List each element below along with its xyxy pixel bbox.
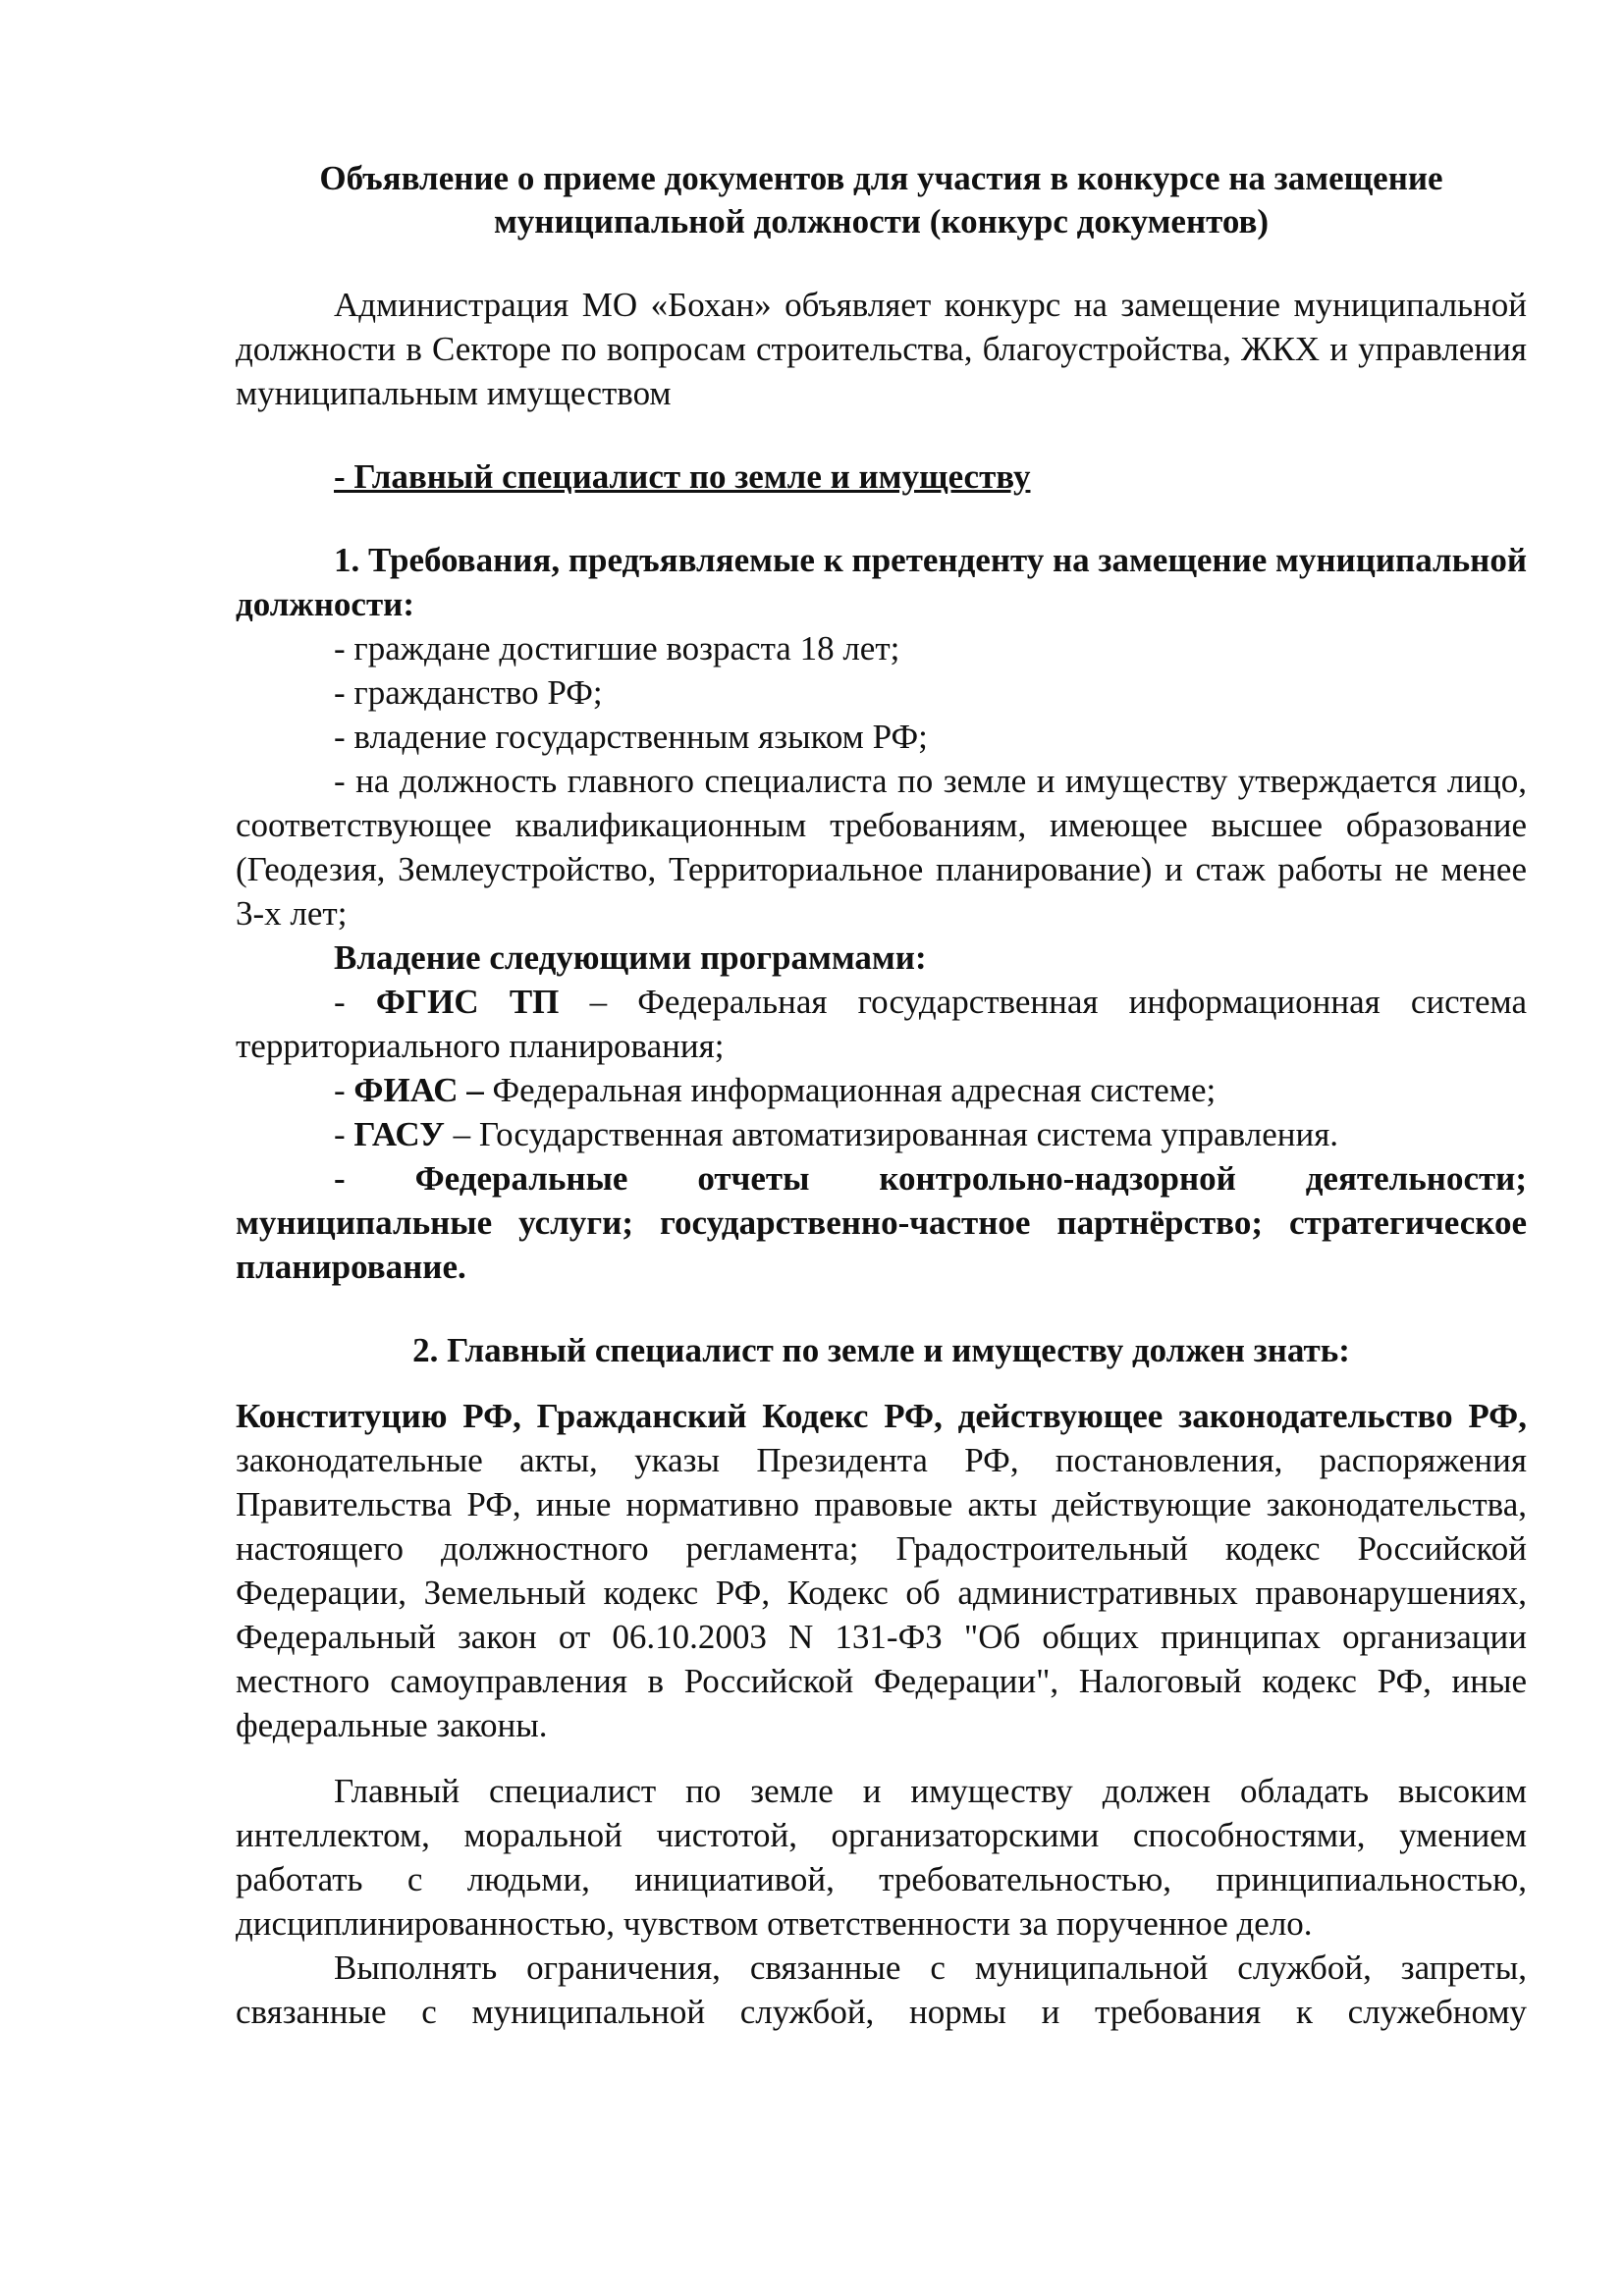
restrictions-paragraph: Выполнять ограничения, связанные с муниципальной службой, запреты, связанные с муниципальной службой, нормы и требования к служебному (236, 1949, 1527, 2031)
program-name: ФИАС – (353, 1071, 484, 1109)
qualities-paragraph: Главный специалист по земле и имуществу должен обладать высоким интеллектом, моральной чистотой, организаторскими способностями, умением работать с людьми, инициативой, требовательностью, принципиальностью, дисциплинированностью, чувством ответственности за порученное дело. (236, 1772, 1527, 1943)
program-prefix: - (334, 983, 376, 1021)
program-description: Федеральная информационная адресная системе; (483, 1071, 1217, 1109)
requirement-item: - владение государственным языком РФ; (334, 718, 928, 756)
requirement-item: - гражданство РФ; (334, 673, 603, 712)
program-description: – Государственная автоматизированная система управления. (444, 1115, 1339, 1153)
section1-heading: 1. Требования, предъявляемые к претенденту на замещение муниципальной должности: (236, 541, 1527, 623)
document-title (236, 157, 1527, 243)
knowledge-rest: законодательные акты, указы Президента РФ, постановления, распоряжения Правительства РФ, иные нормативно правовые акты действующие законодательства, настоящего должностного регламента; Градостроительный кодекс Российской Федерации, Земельный кодекс РФ, Кодекс об административных правонарушениях, Федеральный закон от 06.10.2003 N 131-ФЗ "Об общих принципах организации местного самоуправления в Российской Федерации", Налоговый кодекс РФ, иные федеральные законы. (236, 1441, 1527, 1744)
knowledge-bold: Конституцию РФ, Гражданский Кодекс РФ, действующее законодательство РФ, (236, 1397, 1527, 1435)
section2-heading: 2. Главный специалист по земле и имуществу должен знать: (412, 1331, 1350, 1369)
requirement-item: - граждане достигшие возраста 18 лет; (334, 629, 900, 667)
knowledge-paragraph (236, 1394, 1527, 1747)
intro-paragraph: Администрация МО «Бохан» объявляет конкурс на замещение муниципальной должности в Секторе по вопросам строительства, благоустройства, ЖКХ и управления муниципальным имуществом (236, 286, 1527, 412)
title-line-2: муниципальной должности (конкурс документов) (493, 202, 1270, 240)
program-item (236, 1112, 1527, 1156)
title-line-1: Объявление о приеме документов для участия в конкурсе на замещение (319, 159, 1443, 197)
qualification-requirement: - на должность главного специалиста по земле и имуществу утверждается лицо, соответствующее квалификационным требованиям, имеющее высшее образование (Геодезия, Землеустройство, Территориальное планирование) и стаж работы не менее 3-х лет; (236, 762, 1527, 933)
program-description: – Федеральная государственная информационная система территориального планирования; (236, 983, 1527, 1065)
program-name: ГАСУ (353, 1115, 445, 1153)
program-prefix: - (334, 1071, 354, 1109)
program-item (236, 980, 1527, 1068)
extra-competencies: - Федеральные отчеты контрольно-надзорной деятельности; муниципальные услуги; государственно-частное партнёрство; стратегическое планирование. (236, 1159, 1527, 1286)
program-prefix: - (334, 1115, 354, 1153)
program-item (236, 1068, 1527, 1112)
program-name: ФГИС ТП (375, 983, 560, 1021)
programs-heading: Владение следующими программами: (334, 938, 927, 977)
position-title: - Главный специалист по земле и имуществу (334, 457, 1031, 496)
document-page (236, 157, 1527, 2034)
